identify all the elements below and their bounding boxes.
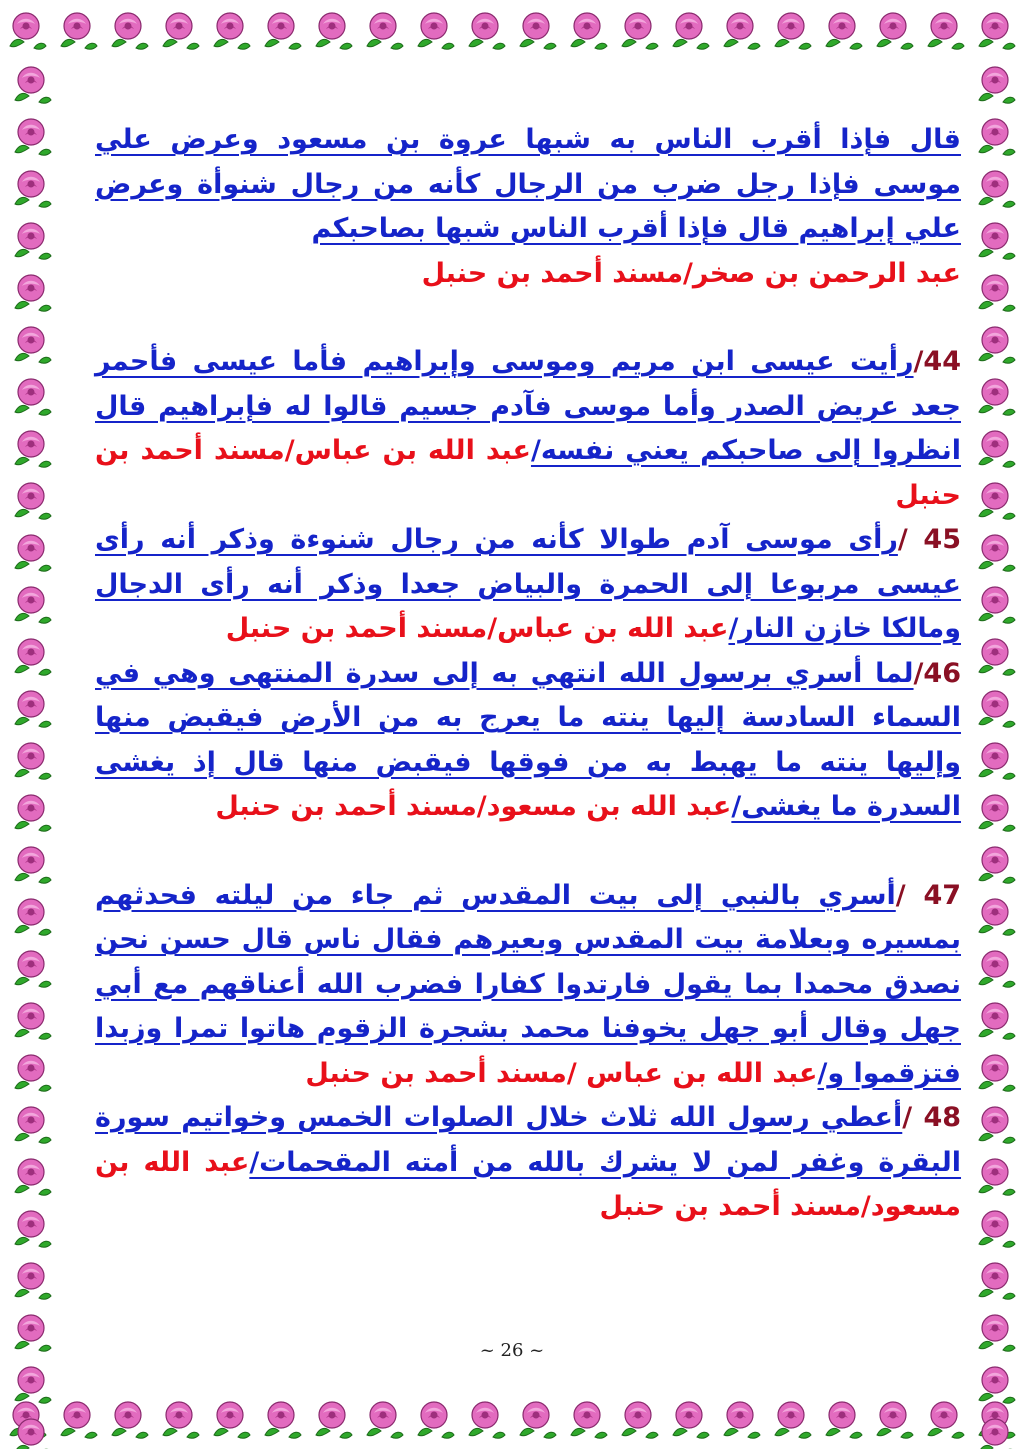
rose-flower-icon [9,478,53,522]
rose-flower-icon [106,8,150,52]
rose-flower-icon [616,1397,660,1441]
rose-flower-icon [9,842,53,886]
border-right [964,0,1024,1449]
rose-flower-icon [973,1154,1017,1198]
rose-flower-icon [973,894,1017,938]
rose-flower-icon [616,8,660,52]
rose-flower-icon [871,8,915,52]
rose-flower-icon [9,1102,53,1146]
rose-flower-icon [259,1397,303,1441]
document-body [95,118,961,1358]
rose-flower-icon [973,322,1017,366]
rose-flower-icon [922,8,966,52]
rose-flower-icon [514,1397,558,1441]
rose-flower-icon [9,998,53,1042]
rose-flower-icon [769,8,813,52]
rose-flower-icon [973,1362,1017,1406]
rose-flower-icon [973,1206,1017,1250]
hadith-reference: عبد الله بن عباس/مسند أحمد بن حنبل [225,613,729,644]
rose-flower-icon [973,166,1017,210]
rose-flower-icon [973,946,1017,990]
hadith-reference: عبد الله بن عباس /مسند أحمد بن حنبل [305,1057,818,1089]
hadith-text: رأى موسى آدم طوالا كأنه من رجال شنوءة وذكر أنه رأى عيسى مربوعا إلى الحمرة والبياض جعدا وذكر أنه رأى الدجال ومالكا خازن النار/ [95,524,961,644]
rose-flower-icon [9,946,53,990]
rose-flower-icon [973,790,1017,834]
rose-flower-icon [9,1362,53,1406]
rose-flower-icon [973,842,1017,886]
rose-flower-icon [9,1050,53,1094]
rose-flower-icon [973,686,1017,730]
hadith-number: 46/ [913,657,961,689]
rose-flower-icon [820,1397,864,1441]
rose-flower-icon [718,8,762,52]
rose-flower-icon [9,686,53,730]
hadith-reference: عبد الرحمن بن صخر/مسند أحمد بن حنبل [421,257,961,289]
rose-flower-icon [9,894,53,938]
rose-flower-icon [718,1397,762,1441]
rose-flower-icon [973,1258,1017,1302]
hadith-number: 44/ [913,346,961,377]
rose-flower-icon [310,1397,354,1441]
rose-flower-icon [769,1397,813,1441]
rose-flower-icon [973,478,1017,522]
rose-flower-icon [9,634,53,678]
rose-flower-icon [157,8,201,52]
hadith-text: أسري بالنبي إلى بيت المقدس ثم جاء من ليلته فحدثهم بمسيره وبعلامة بيت المقدس وبعيرهم فقال ناس قال حسن نحن نصدق محمدا بما يقول فارتدوا كفارا فضرب الله أعناقهم مع أبي جهل وقال أبو جهل يخوفنا محمد بشجرة الزقوم هاتوا تمرا وزبدا فتزقموا و/ [95,879,961,1089]
rose-flower-icon [973,530,1017,574]
rose-flower-icon [9,166,53,210]
rose-flower-icon [973,1102,1017,1146]
rose-flower-icon [9,1154,53,1198]
rose-flower-icon [157,1397,201,1441]
rose-flower-icon [973,582,1017,626]
hadith-entry [95,652,961,830]
rose-flower-icon [973,426,1017,470]
spacer [95,830,961,874]
rose-flower-icon [973,114,1017,158]
hadith-text: رأيت عيسى ابن مريم وموسى وإبراهيم فأما عيسى فأحمر جعد عريض الصدر وأما موسى فآدم جسيم قالوا له فإبراهيم قال انظروا إلى صاحبكم يعني نفسه/ [95,346,961,466]
rose-flower-icon [9,530,53,574]
hadith-entry [95,1096,961,1230]
hadith-reference: عبد الله بن مسعود/مسند أحمد بن حنبل [95,1146,961,1222]
rose-flower-icon [259,8,303,52]
rose-flower-icon [565,8,609,52]
rose-flower-icon [667,8,711,52]
hadith-reference: عبد الله بن مسعود/مسند أحمد بن حنبل [215,791,732,822]
rose-flower-icon [9,322,53,366]
hadith-entry [95,340,961,518]
hadith-number: 48 / [902,1102,962,1133]
rose-flower-icon [973,270,1017,314]
rose-flower-icon [9,374,53,418]
rose-flower-icon [208,1397,252,1441]
rose-flower-icon [973,1050,1017,1094]
rose-flower-icon [9,1206,53,1250]
rose-flower-icon [310,8,354,52]
border-top [0,0,1024,62]
rose-flower-icon [973,998,1017,1042]
rose-flower-icon [9,1258,53,1302]
rose-flower-icon [9,790,53,834]
rose-flower-icon [9,270,53,314]
rose-flower-icon [9,62,53,106]
rose-flower-icon [973,1414,1017,1449]
rose-flower-icon [361,8,405,52]
rose-flower-icon [9,582,53,626]
rose-flower-icon [9,426,53,470]
rose-flower-icon [106,1397,150,1441]
rose-flower-icon [922,1397,966,1441]
rose-flower-icon [463,1397,507,1441]
rose-flower-icon [973,374,1017,418]
rose-flower-icon [871,1397,915,1441]
rose-flower-icon [565,1397,609,1441]
rose-flower-icon [514,8,558,52]
rose-flower-icon [820,8,864,52]
border-bottom [0,1389,1024,1449]
border-left [0,0,62,1449]
rose-flower-icon [208,8,252,52]
rose-flower-icon [973,738,1017,782]
hadith-entry [95,518,961,652]
hadith-number: 45 / [897,524,961,555]
hadith-number: 47 / [895,879,962,911]
rose-flower-icon [973,634,1017,678]
hadith-text: قال فإذا أقرب الناس به شبها عروة بن مسعود وعرض علي موسى فإذا رجل ضرب من الرجال كأنه من رجال شنوأة وعرض علي إبراهيم قال فإذا أقرب الناس شبها بصاحبكم [95,124,961,244]
rose-flower-icon [9,218,53,262]
rose-flower-icon [667,1397,711,1441]
rose-flower-icon [361,1397,405,1441]
rose-flower-icon [9,1414,53,1449]
spacer [95,296,961,340]
hadith-entry [95,874,961,1097]
rose-flower-icon [463,8,507,52]
rose-flower-icon [973,218,1017,262]
hadith-text: أعطي رسول الله ثلاث خلال الصلوات الخمس وخواتيم سورة البقرة وغفر لمن لا يشرك بالله من أمته المقحمات/ [95,1102,962,1178]
hadith-text: لما أسري برسول الله انتهي به إلى سدرة المنتهى وهي في السماء السادسة إليها ينته ما يعرج به من الأرض فيقبض منها وإليها ينته ما يهبط به من فوقها فيقبض منها قال إذ يغشى السدرة ما يغشى/ [95,657,961,822]
page-number: ~ 26 ~ [479,1340,545,1361]
hadith-reference: عبد الله بن عباس/مسند أحمد بن حنبل [95,435,961,511]
rose-flower-icon [9,114,53,158]
rose-flower-icon [9,738,53,782]
rose-flower-icon [412,8,456,52]
rose-flower-icon [973,62,1017,106]
rose-flower-icon [412,1397,456,1441]
hadith-entry [95,118,961,296]
